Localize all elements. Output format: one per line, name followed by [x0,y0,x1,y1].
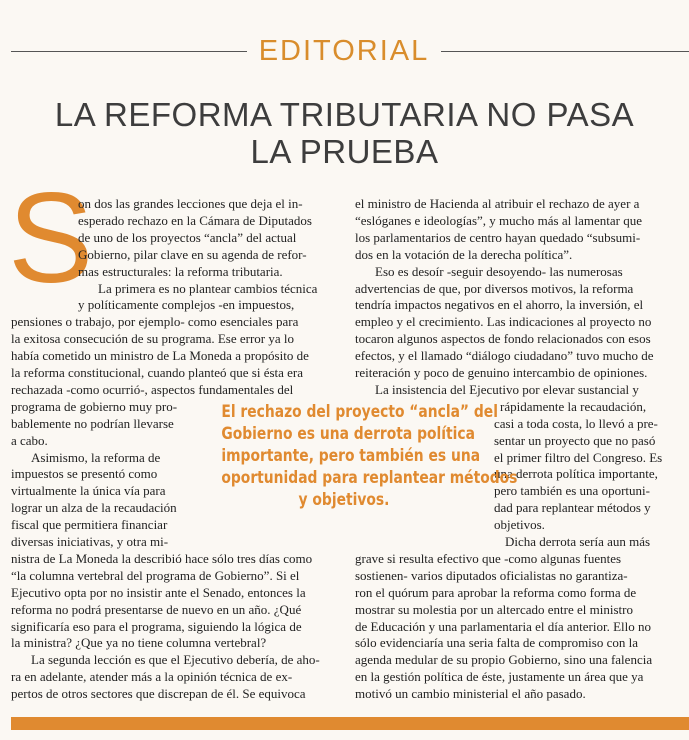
body-text-line: había cometido un ministro de La Moneda a propósito de [11,348,309,364]
body-text-line: La segunda lección es que el Ejecutivo debería, de aho- [31,652,320,668]
body-text-line: una derrota política importante, [494,466,658,482]
headline [30,96,659,170]
body-text-line: tendría impactos negativos en el ahorro, la inversión, el [355,297,644,313]
body-text-line: pertos de otros sectores que discrepan de él. Se equivoca [11,686,306,702]
body-text-line: esperado rechazo en la Cámara de Diputados [78,212,312,228]
body-text-line: la ministra? ¿Que ya no tiene columna vertebral? [11,635,267,651]
body-text-line: Gobierno, pilar clave en su agenda de refor- [78,246,307,262]
body-text-line: motivó un cambio ministerial el año pasado. [355,686,586,702]
body-text-line: reforma no podrá presentarse de nuevo en un año. ¿Qué [11,601,302,617]
body-text-line: en la gestión política de éste, justamente un área que ya [355,669,644,685]
body-text-line: significaría eso para el programa, siguiendo la lógica de [11,618,302,634]
footer-bar [11,717,689,730]
body-text-line: tocaron algunos aspectos de fondo relacionados con esos [355,331,651,347]
body-text-line: a cabo. [11,432,48,448]
body-text-line: on dos las grandes lecciones que deja el in- [78,196,303,211]
body-text-line: pensiones o trabajo, por ejemplo- como esenciales para [11,314,299,330]
body-text-line: el ministro de Hacienda al atribuir el rechazo de ayer a [355,196,640,211]
body-text-line: el primer filtro del Congreso. Es [494,449,663,465]
header-rule-right [441,51,689,52]
pull-quote [221,401,518,511]
body-text-line: los parlamentarios de centro hayan quedado “subsumi- [355,229,641,245]
body-text-line: grave si resulta efectivo que -como algunas fuentes [355,550,622,566]
body-text-line: sólo evidenciaría una seria falta de compromiso con la [355,635,639,651]
pull-quote-line: importante, pero también es una [221,446,481,465]
body-text-line: advertencias de que, por diversos motivos, la reforma [355,280,634,296]
pull-quote-line: y objetivos. [298,490,390,509]
body-text-line: dad para replantear métodos y [494,500,651,516]
pull-quote-line: El rechazo del proyecto “ancla” del [221,402,498,421]
body-text-line: “la columna vertebral del programa de Gobierno”. Si el [11,567,300,583]
body-text-line: de uno de los proyectos “ancla” del actual [78,229,297,245]
body-text-line: sostienen- varios diputados oficialistas no garantiza- [355,567,628,583]
body-text-line: impuestos se presentó como [11,466,158,482]
pull-quote-line: oportunidad para replantear métodos [221,468,518,487]
body-text-line: sentar un proyecto que no pasó [494,432,656,448]
pull-quote-line: Gobierno es una derrota política [221,424,475,443]
body-text-line: la exitosa consecución de su programa. Ese error ya lo [11,331,295,347]
headline-line: LA REFORMA TRIBUTARIA NO PASA [54,96,635,133]
body-text-line: empleo y el crecimiento. Las indicaciones al proyecto no [355,314,652,330]
section-title: EDITORIAL [258,35,430,67]
header-rule-left [11,51,247,52]
body-text-line: mas estructurales: la reforma tributaria. [78,263,283,279]
body-text-line: la reforma constitucional, cuando planteó que si ésta era [11,365,304,380]
drop-cap: S [8,167,94,310]
body-text-line: de Educación y una parlamentaria el día anterior. Ello no [355,618,651,634]
body-text-line: efectos, y el llamado “diálogo ciudadano” tuvo mucho de [355,348,654,364]
body-text-line: rechazada -como ocurrió-, aspectos fundamentales del [11,381,294,397]
body-text-line: Dicha derrota sería aun más [505,534,651,549]
body-text-line: nistra de La Moneda la describió hace sólo tres días como [11,550,313,566]
body-text-line: reiteración y poco de genuino intercambio de opiniones. [355,365,648,380]
body-text-line: fiscal que permitiera financiar [11,517,168,533]
body-text-line: La primera es no plantear cambios técnica [98,280,318,296]
body-text-line: Eso es desoír -seguir desoyendo- las numerosas [375,263,623,279]
body-text-line: mostrar su molestia por un altercado entre el ministro [355,601,633,617]
body-text-line: bablemente no podrían llevarse [11,415,174,431]
body-text-line: programa de gobierno muy pro- [11,398,178,414]
body-text-line: dos en la votación de la derecha política”. [355,246,573,262]
body-text-line: virtualmente la única vía para [11,483,166,499]
section-header [0,30,689,72]
body-text-line: La insistencia del Ejecutivo por elevar sustancial y [375,381,639,397]
body-text-line: diversas iniciativas, y otra mi- [11,534,169,549]
body-text-line: objetivos. [494,517,545,533]
body-text-line: Ejecutivo opta por no insistir ante el Senado, entonces la [11,584,306,600]
headline-line: LA PRUEBA [250,133,439,170]
body-text-line: ron el quórum para aprobar la reforma como forma de [355,584,637,600]
body-text-line: ra en adelante, atender más a la opinión técnica de ex- [11,669,293,685]
body-text-line: y políticamente complejos -en impuestos, [78,297,295,313]
body-text-line: rápidamente la recaudación, [500,398,647,414]
body-text-line: casi a toda costa, lo llevó a pre- [494,415,658,431]
body-text-line: agenda medular de su propio Gobierno, sino una falencia [355,652,653,668]
body-text-line: Asimismo, la reforma de [31,449,161,465]
body-text-line: lograr un alza de la recaudación [11,500,177,516]
body-text-line: “eslóganes e ideologías”, y mucho más al lamentar que [355,212,642,228]
body-text-line: pero también es una oportuni- [494,483,650,499]
